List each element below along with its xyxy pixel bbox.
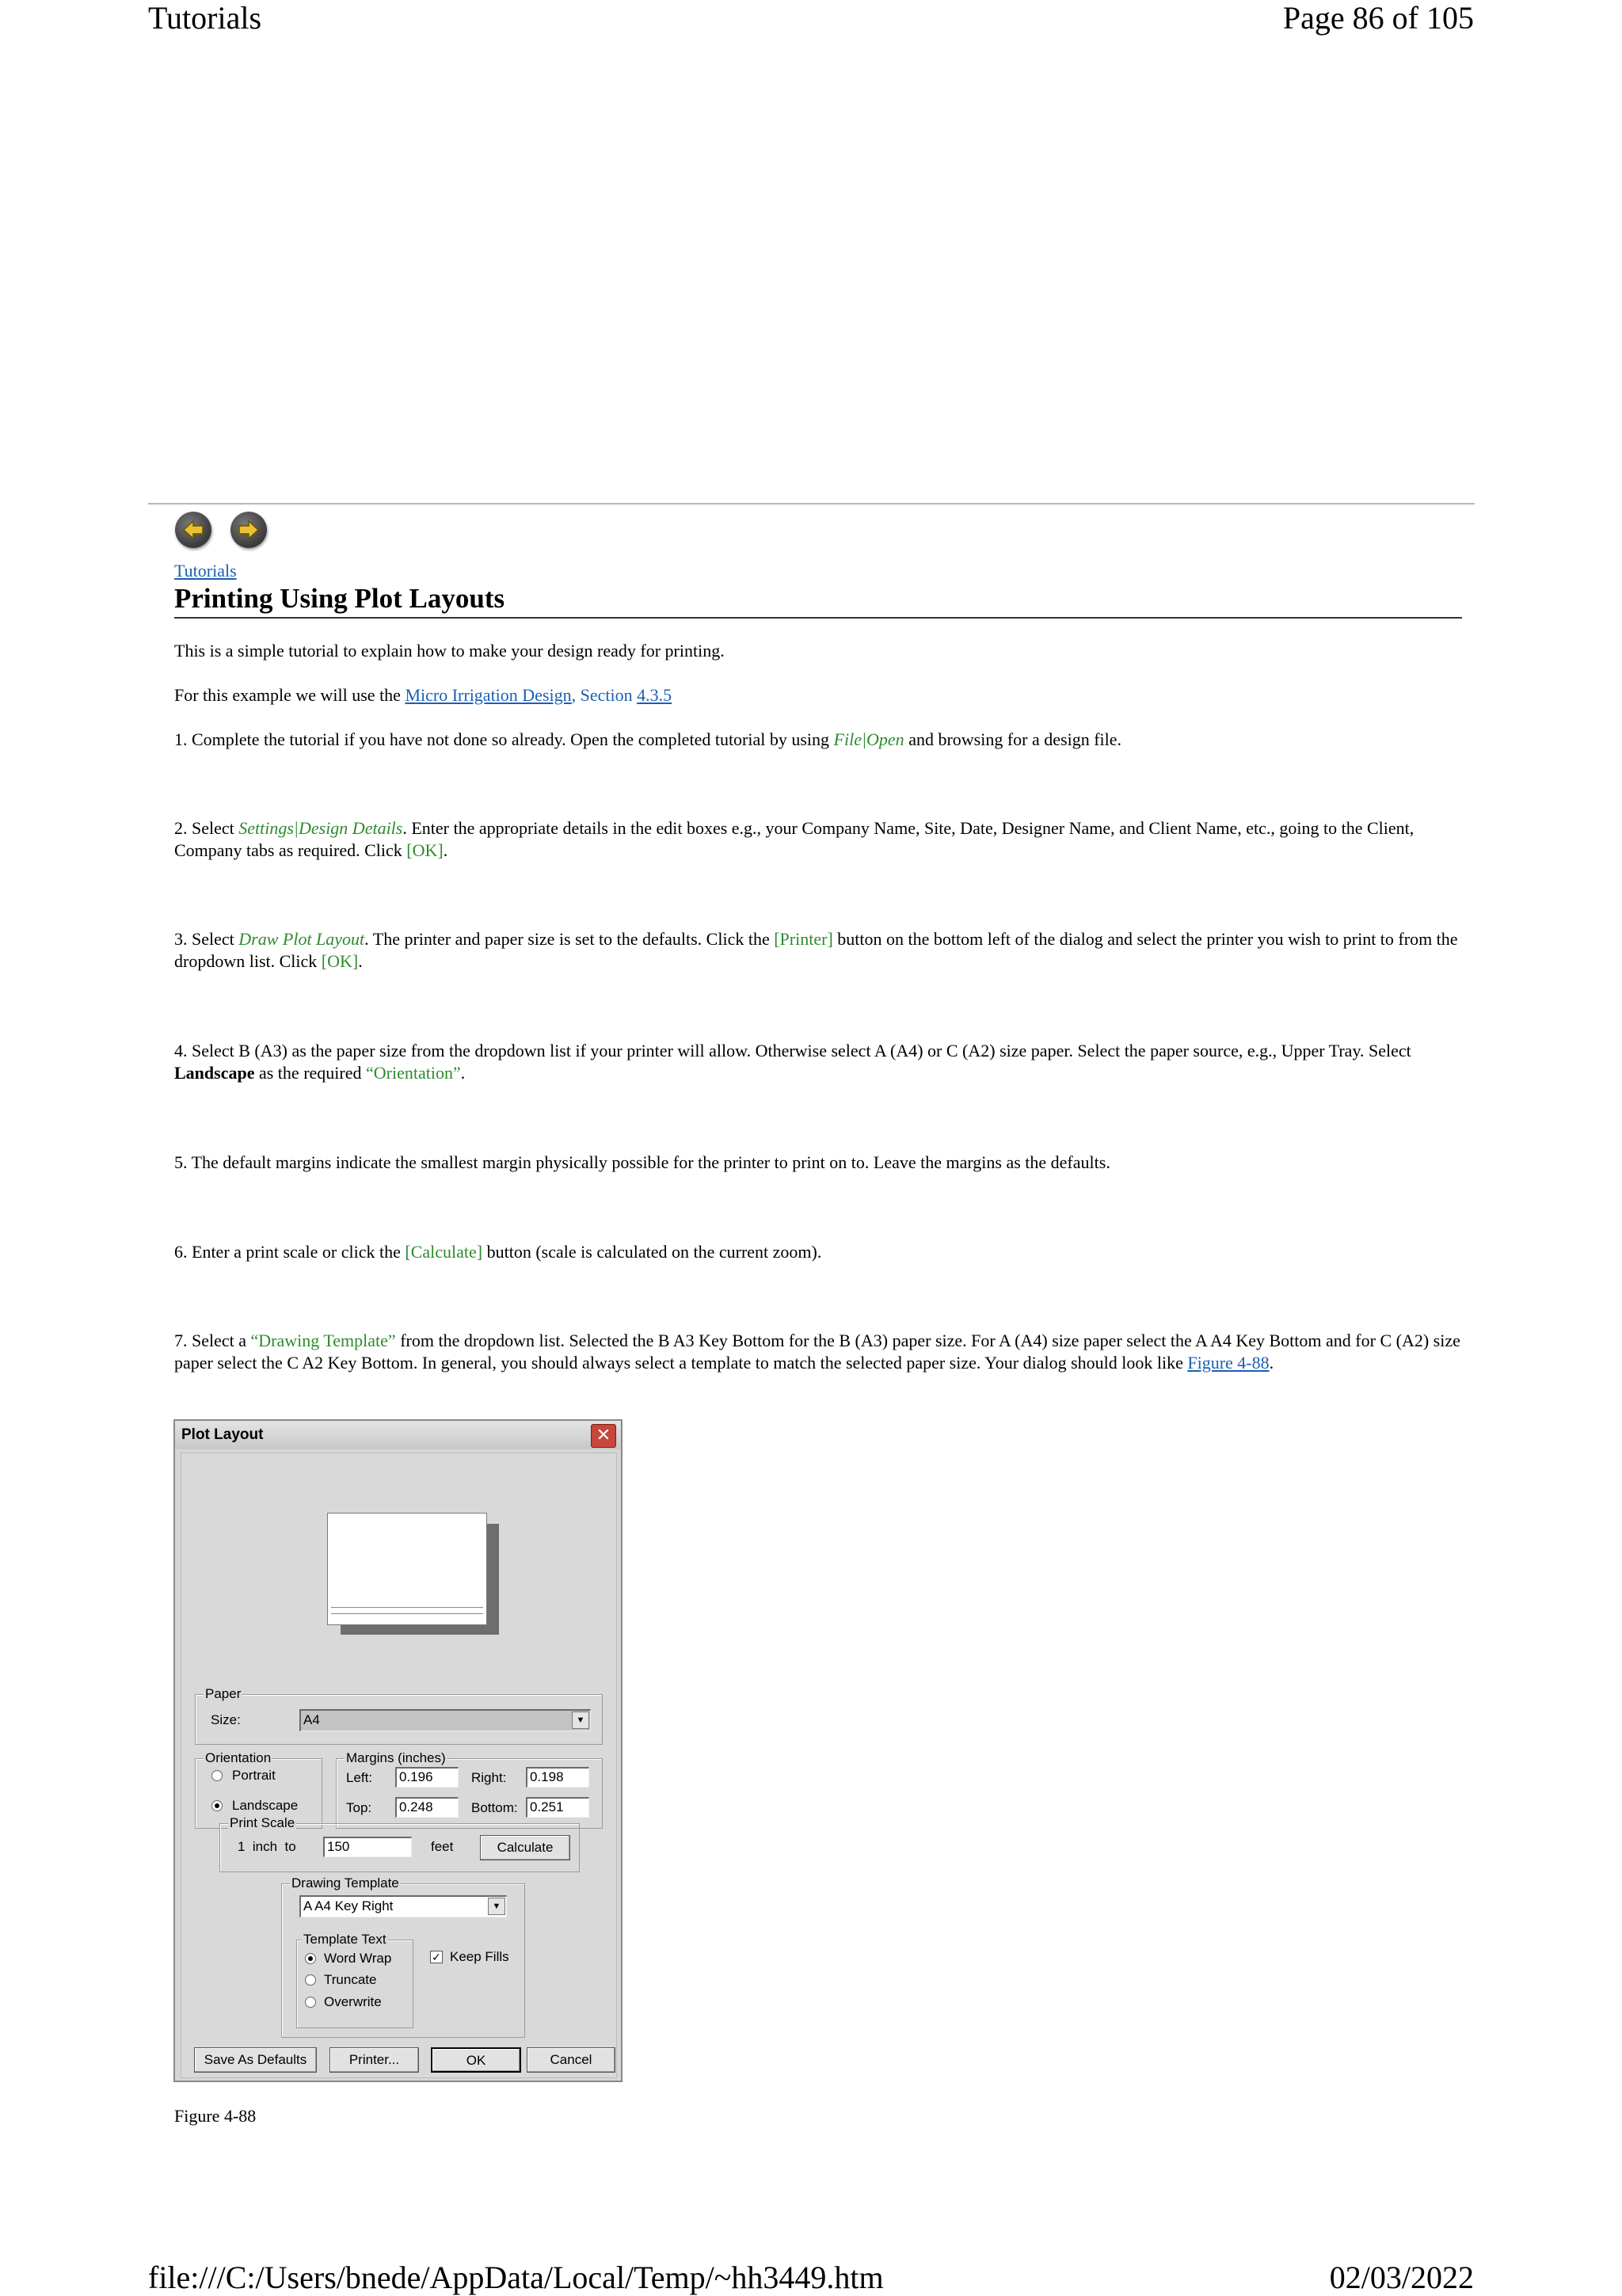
paper-size-select[interactable] — [299, 1709, 591, 1731]
step-3-suffix: . — [358, 951, 363, 971]
scale-unit: feet — [431, 1839, 454, 1854]
step-3-printer: [Printer] — [774, 929, 833, 949]
drawing-template-value: A A4 Key Right — [303, 1898, 394, 1913]
step-2-text: 2. Select — [174, 818, 239, 838]
step-7-template: “Drawing Template” — [250, 1331, 396, 1350]
step-7-suffix: . — [1269, 1353, 1274, 1373]
scale-prefix: 1 inch to — [238, 1839, 296, 1854]
top-divider — [148, 503, 1475, 505]
footer-date: 02/03/2022 — [1329, 2260, 1474, 2295]
step-2-ok: [OK] — [406, 840, 444, 860]
right-margin-input[interactable]: 0.198 — [526, 1767, 589, 1788]
cancel-button[interactable]: Cancel — [527, 2047, 615, 2073]
dialog-title: Plot Layout — [181, 1426, 264, 1443]
truncate-radio[interactable] — [305, 1974, 316, 1986]
ok-button[interactable]: OK — [431, 2047, 521, 2073]
step-1-command: File|Open — [833, 729, 904, 749]
top-margin-label: Top: — [346, 1800, 372, 1815]
step-1-suffix: and browsing for a design file. — [904, 729, 1122, 749]
page-title: Printing Using Plot Layouts — [174, 583, 505, 614]
right-margin-label: Right: — [471, 1770, 507, 1785]
dialog-body — [181, 1453, 617, 2078]
bottom-margin-input[interactable]: 0.251 — [526, 1797, 589, 1818]
printer-button[interactable]: Printer... — [329, 2047, 419, 2073]
back-button[interactable] — [175, 512, 211, 548]
step-7 — [174, 1330, 1462, 1374]
step-4-orientation: “Orientation” — [365, 1063, 461, 1083]
step-4-mid: as the required — [254, 1063, 366, 1083]
step-4-suffix: . — [460, 1063, 466, 1083]
example-mid: , Section — [571, 685, 638, 705]
landscape-radio[interactable] — [211, 1800, 223, 1811]
step-4-text: 4. Select B (A3) as the paper size from the dropdown list if your printer will allow. Otherwise select A (A4) or C (A2) size paper. Select the paper source, e.g., Upper Tray. Select — [174, 1041, 1411, 1060]
section-link[interactable]: 4.3.5 — [637, 685, 672, 705]
scale-input[interactable]: 150 — [323, 1837, 412, 1857]
forward-arrow-icon — [236, 517, 261, 543]
footer-file-path: file:///C:/Users/bnede/AppData/Local/Temp/~hh3449.htm — [148, 2260, 884, 2295]
chevron-down-icon[interactable]: ▼ — [572, 1712, 589, 1729]
paper-size-value: A4 — [303, 1712, 320, 1727]
step-2 — [174, 817, 1462, 862]
portrait-label: Portrait — [232, 1768, 276, 1783]
step-3-mid: . The printer and paper size is set to the defaults. Click the — [364, 929, 775, 949]
title-underline — [174, 617, 1462, 619]
template-text-legend: Template Text — [303, 1932, 386, 1947]
keep-fills-label: Keep Fills — [450, 1949, 509, 1964]
step-3-text: 3. Select — [174, 929, 239, 949]
left-margin-input[interactable]: 0.196 — [395, 1767, 459, 1788]
chevron-down-icon[interactable]: ▼ — [488, 1898, 505, 1915]
step-7-mid: from the dropdown list. Selected the B A3 Key Bottom for the B (A3) paper size. For A (A4) size paper select the A A4 Key Bottom and for C (A2) size paper select the C A2 Key Bottom. In general, you should always select a template to match the selected paper size. Your dialog should look like — [174, 1331, 1460, 1373]
margins-legend: Margins (inches) — [346, 1750, 446, 1765]
header-page-number: Page 86 of 105 — [1282, 0, 1474, 36]
close-icon: ✕ — [596, 1425, 611, 1445]
step-6 — [174, 1241, 1462, 1263]
step-3 — [174, 928, 1462, 973]
header-section-title: Tutorials — [148, 0, 262, 36]
keep-fills-checkbox[interactable]: ✓ — [430, 1951, 443, 1963]
example-prefix: For this example we will use the — [174, 685, 406, 705]
figure-caption: Figure 4-88 — [174, 2106, 257, 2126]
preview-key-line — [331, 1613, 483, 1614]
calculate-button[interactable]: Calculate — [480, 1835, 570, 1860]
drawing-template-select[interactable] — [299, 1895, 507, 1917]
step-2-mid: . Enter the appropriate details in the edit boxes e.g., your Company Name, Site, Date, Designer Name, and Client Name, etc., going to the Client, Company tabs as required. Click — [174, 818, 1414, 860]
step-3-mid2: button on the bottom left of the dialog and select the printer you wish to print to from the dropdown list. Click — [174, 929, 1458, 971]
overwrite-label: Overwrite — [324, 1994, 382, 2009]
margins-group — [336, 1750, 603, 1829]
step-4 — [174, 1040, 1462, 1084]
print-scale-legend: Print Scale — [230, 1815, 295, 1830]
page-preview — [327, 1513, 487, 1625]
plot-layout-dialog — [173, 1419, 623, 2082]
step-6-calculate: [Calculate] — [405, 1242, 483, 1262]
step-5: 5. The default margins indicate the smallest margin physically possible for the printer to print on to. Leave the margins as the defaults. — [174, 1152, 1110, 1172]
step-1-text: 1. Complete the tutorial if you have not done so already. Open the completed tutorial by using — [174, 729, 834, 749]
left-margin-label: Left: — [346, 1770, 373, 1785]
intro-paragraph: This is a simple tutorial to explain how to make your design ready for printing. — [174, 641, 725, 661]
print-scale-group — [219, 1815, 580, 1872]
orientation-legend: Orientation — [205, 1750, 272, 1765]
bottom-margin-label: Bottom: — [471, 1800, 518, 1815]
template-text-group — [296, 1932, 413, 2028]
overwrite-radio[interactable] — [305, 1997, 316, 2008]
step-3-command: Draw Plot Layout — [238, 929, 365, 949]
step-2-command: Settings|Design Details — [238, 818, 403, 838]
truncate-label: Truncate — [324, 1972, 377, 1987]
back-arrow-icon — [181, 517, 206, 543]
dialog-titlebar — [175, 1421, 621, 1449]
word-wrap-radio[interactable] — [305, 1953, 316, 1964]
drawing-template-group — [281, 1875, 525, 2038]
micro-irrigation-link[interactable]: Micro Irrigation Design — [405, 685, 572, 705]
size-label: Size: — [211, 1712, 241, 1727]
portrait-radio[interactable] — [211, 1770, 223, 1781]
step-7-text: 7. Select a — [174, 1331, 251, 1350]
figure-link[interactable]: Figure 4-88 — [1187, 1353, 1270, 1373]
landscape-label: Landscape — [232, 1798, 299, 1813]
paper-group — [195, 1686, 603, 1745]
forward-button[interactable] — [230, 512, 267, 548]
top-margin-input[interactable]: 0.248 — [395, 1797, 459, 1818]
step-6-suffix: button (scale is calculated on the current zoom). — [482, 1242, 822, 1262]
step-1 — [174, 729, 1462, 751]
word-wrap-label: Word Wrap — [324, 1951, 392, 1966]
example-paragraph — [174, 684, 1462, 706]
step-3-ok: [OK] — [321, 951, 359, 971]
paper-legend: Paper — [205, 1686, 242, 1701]
save-as-defaults-button[interactable]: Save As Defaults — [194, 2047, 317, 2073]
step-2-suffix: . — [443, 840, 448, 860]
preview-key-line — [331, 1607, 483, 1608]
step-6-text: 6. Enter a print scale or click the — [174, 1242, 406, 1262]
drawing-template-legend: Drawing Template — [291, 1875, 399, 1890]
close-button[interactable] — [591, 1424, 616, 1448]
breadcrumb[interactable]: Tutorials — [174, 561, 237, 581]
step-4-landscape: Landscape — [174, 1063, 255, 1083]
